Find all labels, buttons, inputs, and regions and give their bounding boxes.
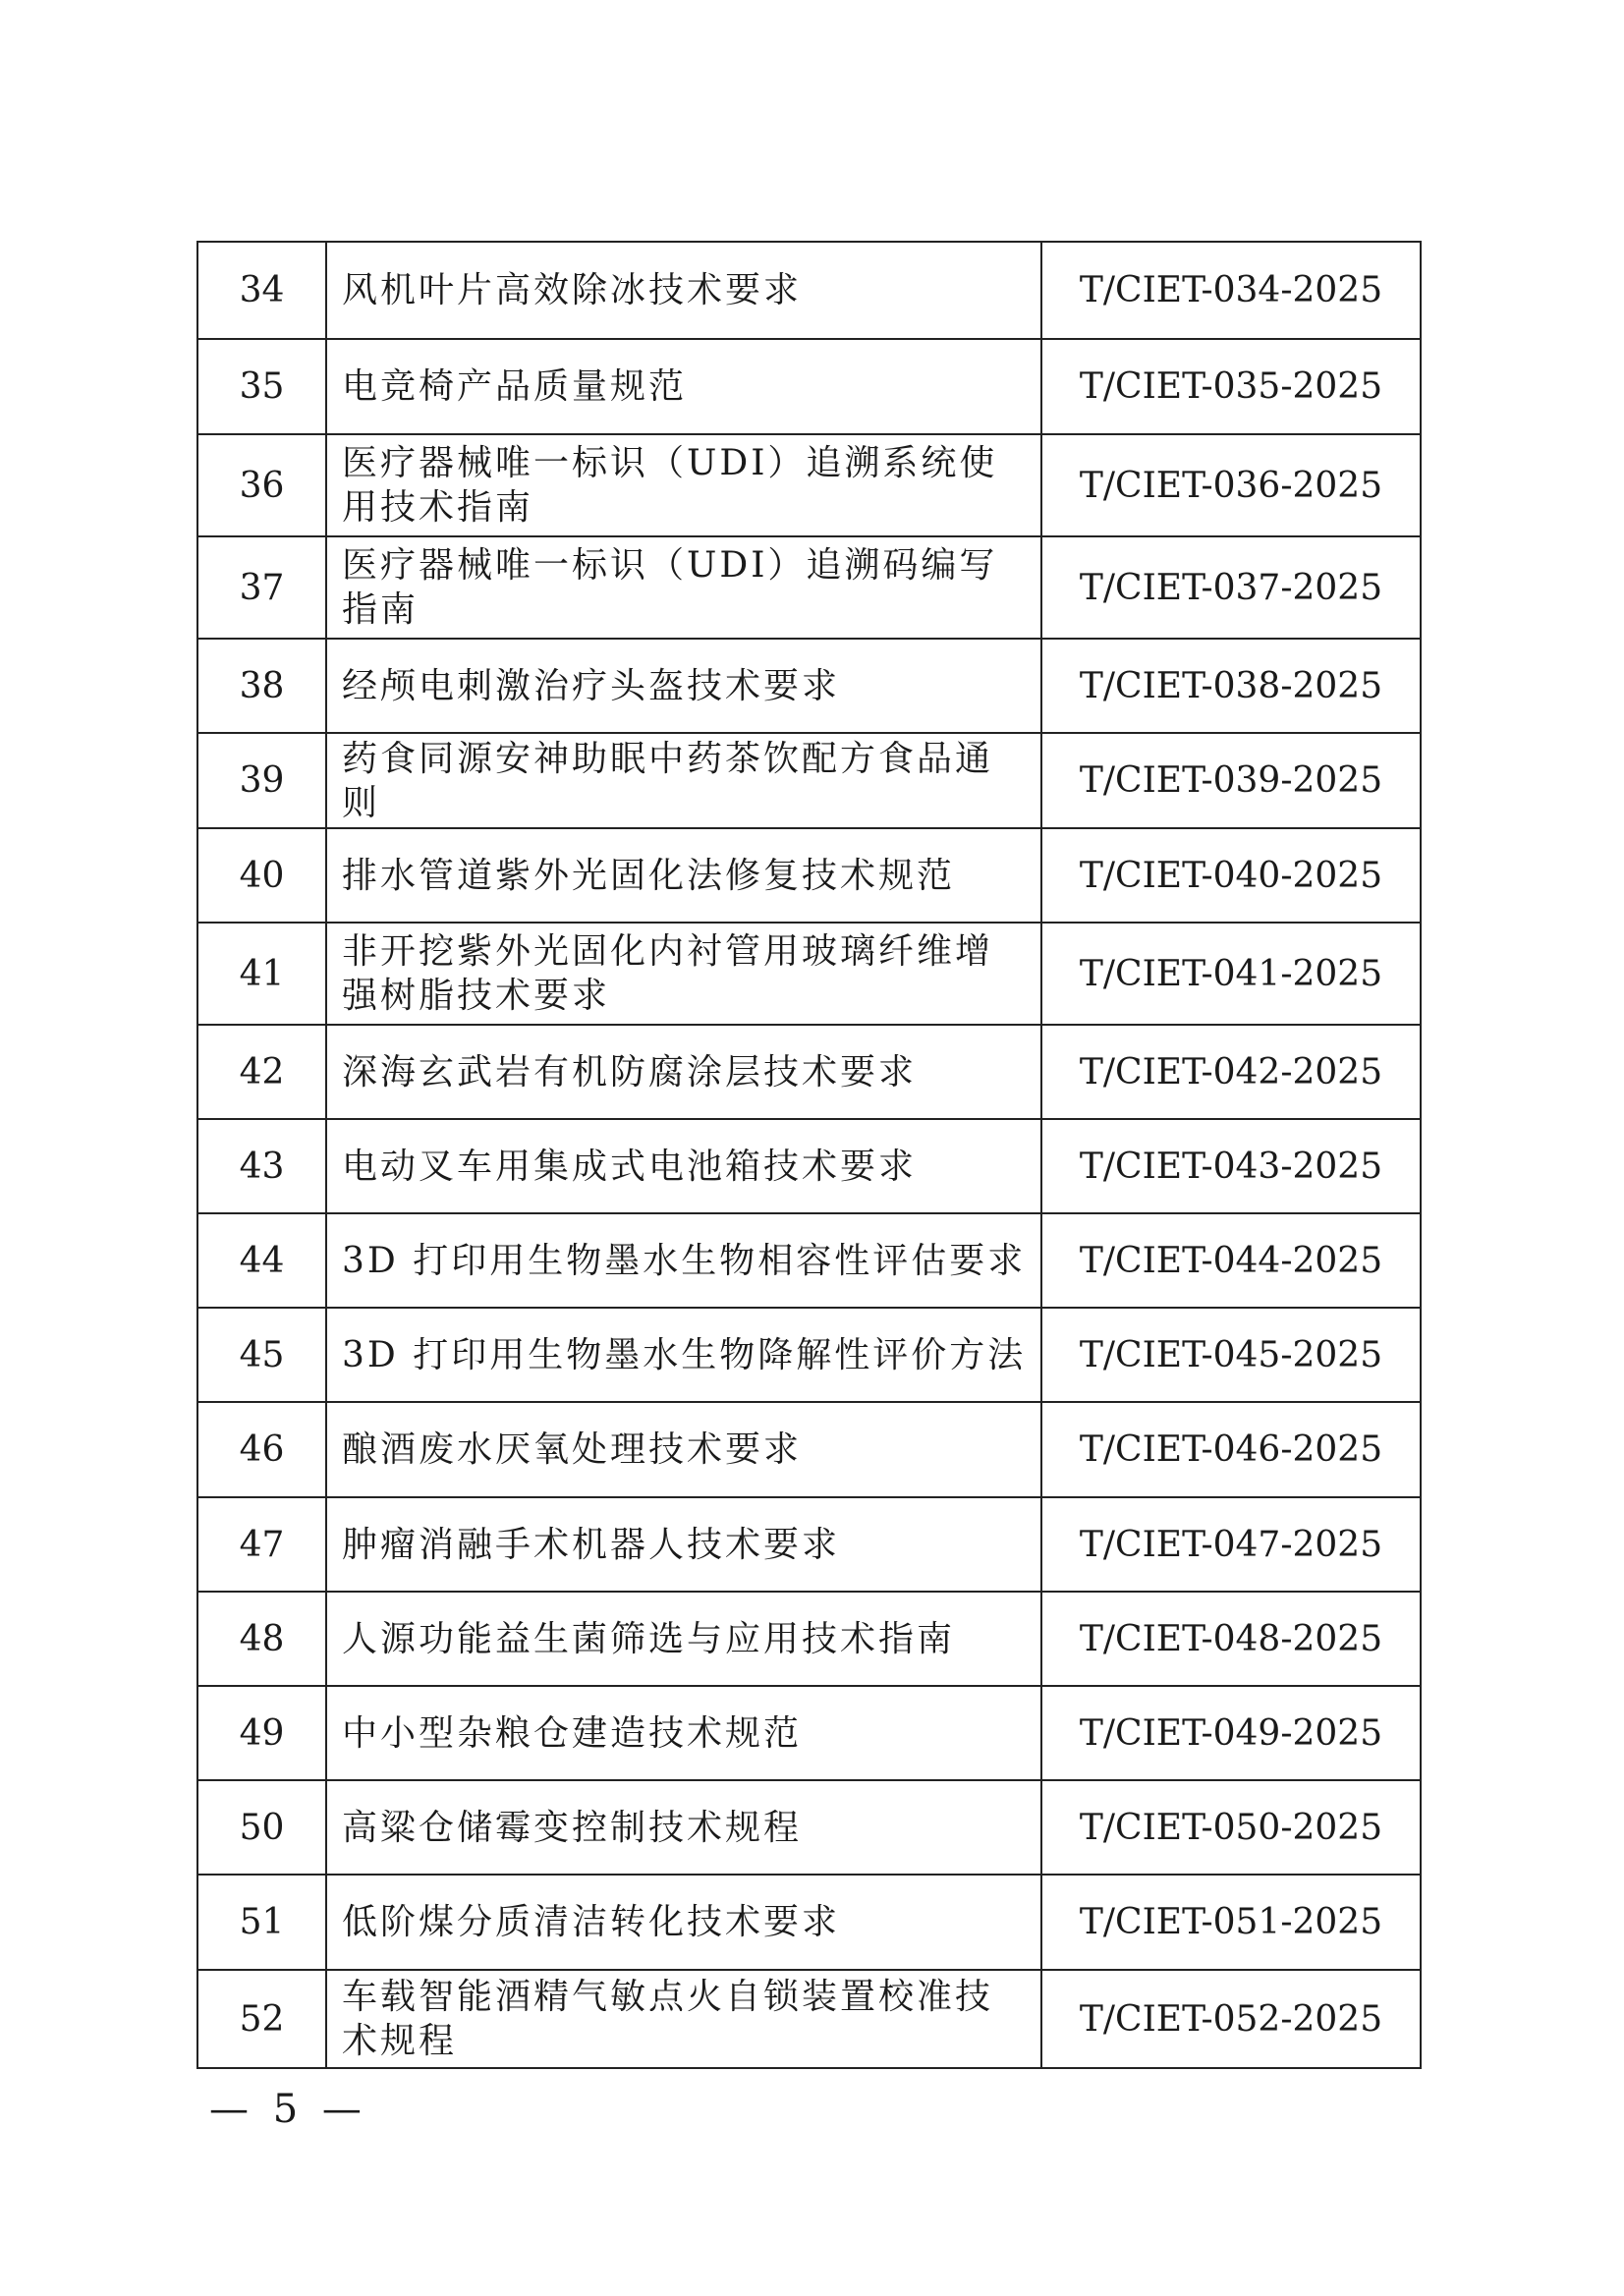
- table-row: [197, 434, 1421, 536]
- table-row: [197, 1025, 1421, 1119]
- standard-name: 医疗器械唯一标识（UDI）追溯码编写指南: [326, 536, 1041, 639]
- standard-name: 3D 打印用生物墨水生物降解性评价方法: [326, 1308, 1041, 1402]
- standard-name: 中小型杂粮仓建造技术规范: [326, 1686, 1041, 1780]
- row-number: 45: [197, 1308, 326, 1402]
- row-number: 35: [197, 339, 326, 434]
- row-number: 36: [197, 434, 326, 536]
- standard-code: T/CIET-048-2025: [1041, 1592, 1421, 1686]
- row-number: 40: [197, 828, 326, 923]
- row-number: 38: [197, 639, 326, 733]
- table-row: [197, 242, 1421, 339]
- standard-code: T/CIET-050-2025: [1041, 1780, 1421, 1875]
- standard-name: 经颅电刺激治疗头盔技术要求: [326, 639, 1041, 733]
- standard-code: T/CIET-044-2025: [1041, 1213, 1421, 1308]
- standard-code: T/CIET-040-2025: [1041, 828, 1421, 923]
- table-row: [197, 1780, 1421, 1875]
- row-number: 47: [197, 1497, 326, 1592]
- standard-code: T/CIET-041-2025: [1041, 923, 1421, 1025]
- row-number: 52: [197, 1970, 326, 2068]
- standard-code: T/CIET-052-2025: [1041, 1970, 1421, 2068]
- table-row: [197, 1213, 1421, 1308]
- standards-table: [196, 241, 1422, 2069]
- standard-name: 电动叉车用集成式电池箱技术要求: [326, 1119, 1041, 1213]
- table-row: [197, 1686, 1421, 1780]
- table-row: [197, 536, 1421, 639]
- standard-name: 酿酒废水厌氧处理技术要求: [326, 1402, 1041, 1497]
- table-row: [197, 828, 1421, 923]
- row-number: 43: [197, 1119, 326, 1213]
- table-row: [197, 339, 1421, 434]
- standard-name: 人源功能益生菌筛选与应用技术指南: [326, 1592, 1041, 1686]
- standard-code: T/CIET-043-2025: [1041, 1119, 1421, 1213]
- row-number: 49: [197, 1686, 326, 1780]
- standard-name: 非开挖紫外光固化内衬管用玻璃纤维增强树脂技术要求: [326, 923, 1041, 1025]
- table-row: [197, 1497, 1421, 1592]
- standard-code: T/CIET-042-2025: [1041, 1025, 1421, 1119]
- row-number: 51: [197, 1875, 326, 1970]
- table-row: [197, 733, 1421, 828]
- table-row: [197, 1592, 1421, 1686]
- standard-code: T/CIET-047-2025: [1041, 1497, 1421, 1592]
- standard-code: T/CIET-037-2025: [1041, 536, 1421, 639]
- row-number: 48: [197, 1592, 326, 1686]
- standard-code: T/CIET-034-2025: [1041, 242, 1421, 339]
- row-number: 42: [197, 1025, 326, 1119]
- row-number: 37: [197, 536, 326, 639]
- standard-code: T/CIET-051-2025: [1041, 1875, 1421, 1970]
- standard-code: T/CIET-045-2025: [1041, 1308, 1421, 1402]
- table-row: [197, 1875, 1421, 1970]
- row-number: 34: [197, 242, 326, 339]
- standard-code: T/CIET-036-2025: [1041, 434, 1421, 536]
- standard-name: 医疗器械唯一标识（UDI）追溯系统使用技术指南: [326, 434, 1041, 536]
- standard-code: T/CIET-046-2025: [1041, 1402, 1421, 1497]
- standard-code: T/CIET-049-2025: [1041, 1686, 1421, 1780]
- standard-name: 肿瘤消融手术机器人技术要求: [326, 1497, 1041, 1592]
- standard-name: 排水管道紫外光固化法修复技术规范: [326, 828, 1041, 923]
- table-row: [197, 923, 1421, 1025]
- standard-name: 电竞椅产品质量规范: [326, 339, 1041, 434]
- standard-code: T/CIET-039-2025: [1041, 733, 1421, 828]
- table-row: [197, 1402, 1421, 1497]
- table-row: [197, 1119, 1421, 1213]
- table-row: [197, 1970, 1421, 2068]
- standard-name: 低阶煤分质清洁转化技术要求: [326, 1875, 1041, 1970]
- standard-name: 药食同源安神助眠中药茶饮配方食品通则: [326, 733, 1041, 828]
- standard-name: 3D 打印用生物墨水生物相容性评估要求: [326, 1213, 1041, 1308]
- row-number: 46: [197, 1402, 326, 1497]
- standard-code: T/CIET-035-2025: [1041, 339, 1421, 434]
- table-row: [197, 1308, 1421, 1402]
- page-number: — 5 —: [209, 2087, 367, 2132]
- standard-code: T/CIET-038-2025: [1041, 639, 1421, 733]
- standard-name: 高粱仓储霉变控制技术规程: [326, 1780, 1041, 1875]
- standard-name: 风机叶片高效除冰技术要求: [326, 242, 1041, 339]
- row-number: 44: [197, 1213, 326, 1308]
- standard-name: 车载智能酒精气敏点火自锁装置校准技术规程: [326, 1970, 1041, 2068]
- standard-name: 深海玄武岩有机防腐涂层技术要求: [326, 1025, 1041, 1119]
- row-number: 39: [197, 733, 326, 828]
- table-row: [197, 639, 1421, 733]
- row-number: 50: [197, 1780, 326, 1875]
- row-number: 41: [197, 923, 326, 1025]
